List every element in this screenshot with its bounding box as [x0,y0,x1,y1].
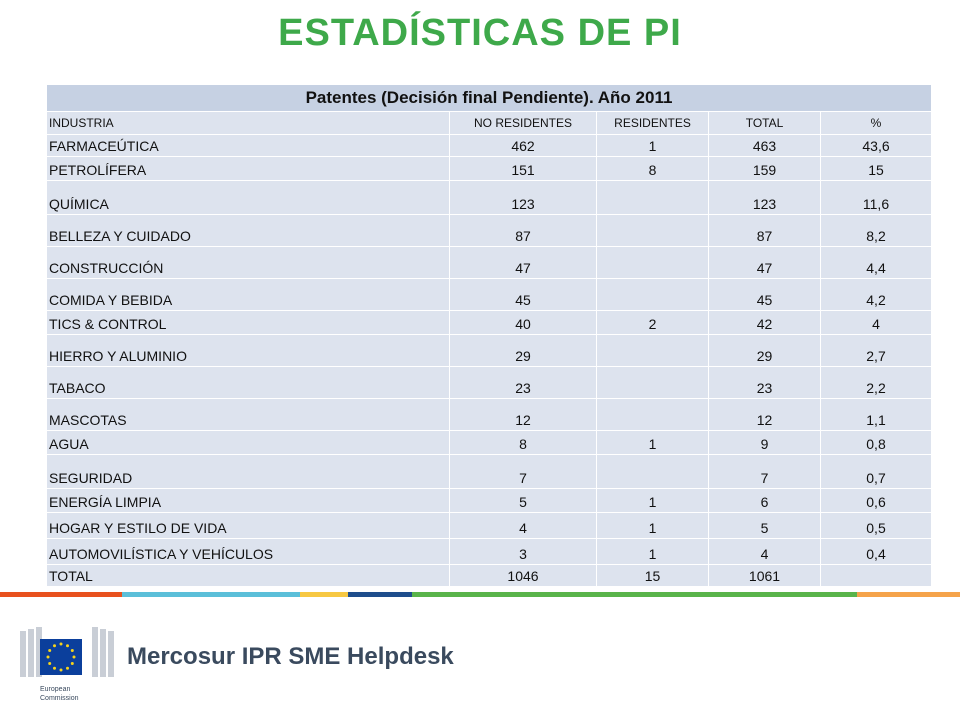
cell-no-residentes: 1046 [450,565,597,587]
cell-industry: AUTOMOVILÍSTICA Y VEHÍCULOS [47,539,450,565]
cell-total: 123 [709,181,821,215]
cell-total: 29 [709,335,821,367]
cell-residentes [597,215,709,247]
cell-residentes [597,181,709,215]
cell-residentes: 8 [597,157,709,181]
logo-text-commission: Commission [40,695,79,702]
cell-no-residentes: 45 [450,279,597,311]
cell-industry: HIERRO Y ALUMINIO [47,335,450,367]
cell-percent: 0,7 [821,455,932,489]
cell-percent: 0,8 [821,431,932,455]
cell-no-residentes: 40 [450,311,597,335]
cell-percent: 0,5 [821,513,932,539]
cell-percent: 1,1 [821,399,932,431]
cell-total: 159 [709,157,821,181]
cell-no-residentes: 87 [450,215,597,247]
table-row [47,215,932,247]
cell-industry: AGUA [47,431,450,455]
patents-table [46,84,932,587]
cell-no-residentes: 462 [450,135,597,157]
cell-industry: MASCOTAS [47,399,450,431]
cell-residentes: 1 [597,513,709,539]
cell-no-residentes: 4 [450,513,597,539]
cell-percent: 2,2 [821,367,932,399]
cell-percent: 2,7 [821,335,932,367]
table-row [47,335,932,367]
cell-total: 47 [709,247,821,279]
header-percent: % [821,112,932,135]
table-row [47,513,932,539]
logo-text-european: European [40,686,71,693]
cell-residentes: 1 [597,539,709,565]
cell-industry: TICS & CONTROL [47,311,450,335]
cell-residentes [597,399,709,431]
cell-no-residentes: 123 [450,181,597,215]
table-title: Patentes (Decisión final Pendiente). Año 2011 [47,85,932,112]
table-row [47,279,932,311]
table-row [47,157,932,181]
cell-industry: BELLEZA Y CUIDADO [47,215,450,247]
cell-residentes: 1 [597,431,709,455]
cell-no-residentes: 29 [450,335,597,367]
header-industria: INDUSTRIA [47,112,450,135]
page-title: ESTADÍSTICAS DE PI [278,12,682,54]
cell-percent: 43,6 [821,135,932,157]
cell-residentes: 2 [597,311,709,335]
cell-total: 463 [709,135,821,157]
cell-percent: 4 [821,311,932,335]
cell-no-residentes: 5 [450,489,597,513]
cell-no-residentes: 23 [450,367,597,399]
table-row [47,455,932,489]
table-row [47,539,932,565]
cell-total: 5 [709,513,821,539]
cell-total: 45 [709,279,821,311]
cell-no-residentes: 8 [450,431,597,455]
cell-total: 1061 [709,565,821,587]
cell-residentes: 15 [597,565,709,587]
header-residentes: RESIDENTES [597,112,709,135]
cell-total: 23 [709,367,821,399]
cell-percent: 4,4 [821,247,932,279]
cell-industry: TOTAL [47,565,450,587]
table-row [47,367,932,399]
cell-residentes: 1 [597,135,709,157]
cell-industry: QUÍMICA [47,181,450,215]
stripe-segment [412,592,857,597]
cell-industry: HOGAR Y ESTILO DE VIDA [47,513,450,539]
cell-percent: 8,2 [821,215,932,247]
cell-percent: 15 [821,157,932,181]
cell-residentes: 1 [597,489,709,513]
cell-no-residentes: 12 [450,399,597,431]
table-row [47,399,932,431]
table-row [47,489,932,513]
cell-total: 6 [709,489,821,513]
cell-percent: 0,6 [821,489,932,513]
patents-table-container [46,84,931,587]
color-stripe [0,592,960,597]
helpdesk-brand-text: Mercosur IPR SME Helpdesk [127,643,454,670]
cell-no-residentes: 7 [450,455,597,489]
cell-no-residentes: 151 [450,157,597,181]
cell-total: 12 [709,399,821,431]
cell-total: 87 [709,215,821,247]
header-total: TOTAL [709,112,821,135]
cell-total: 7 [709,455,821,489]
stripe-segment [348,592,412,597]
cell-industry: ENERGÍA LIMPIA [47,489,450,513]
table-row [47,135,932,157]
cell-percent: 4,2 [821,279,932,311]
cell-residentes [597,367,709,399]
cell-percent: 11,6 [821,181,932,215]
table-row [47,181,932,215]
stripe-segment [122,592,300,597]
cell-industry: COMIDA Y BEBIDA [47,279,450,311]
cell-percent [821,565,932,587]
cell-total: 9 [709,431,821,455]
cell-no-residentes: 47 [450,247,597,279]
stripe-segment [0,592,122,597]
cell-industry: PETROLÍFERA [47,157,450,181]
european-commission-logo [18,625,116,707]
cell-residentes [597,335,709,367]
cell-residentes [597,279,709,311]
cell-residentes [597,247,709,279]
stripe-segment [300,592,348,597]
cell-residentes [597,455,709,489]
cell-percent: 0,4 [821,539,932,565]
stripe-segment [857,592,960,597]
cell-industry: TABACO [47,367,450,399]
cell-total: 4 [709,539,821,565]
cell-no-residentes: 3 [450,539,597,565]
cell-industry: FARMACEÚTICA [47,135,450,157]
table-row [47,311,932,335]
header-no-residentes: NO RESIDENTES [450,112,597,135]
table-row-total [47,565,932,587]
table-row [47,247,932,279]
table-row [47,431,932,455]
cell-total: 42 [709,311,821,335]
cell-industry: CONSTRUCCIÓN [47,247,450,279]
cell-industry: SEGURIDAD [47,455,450,489]
